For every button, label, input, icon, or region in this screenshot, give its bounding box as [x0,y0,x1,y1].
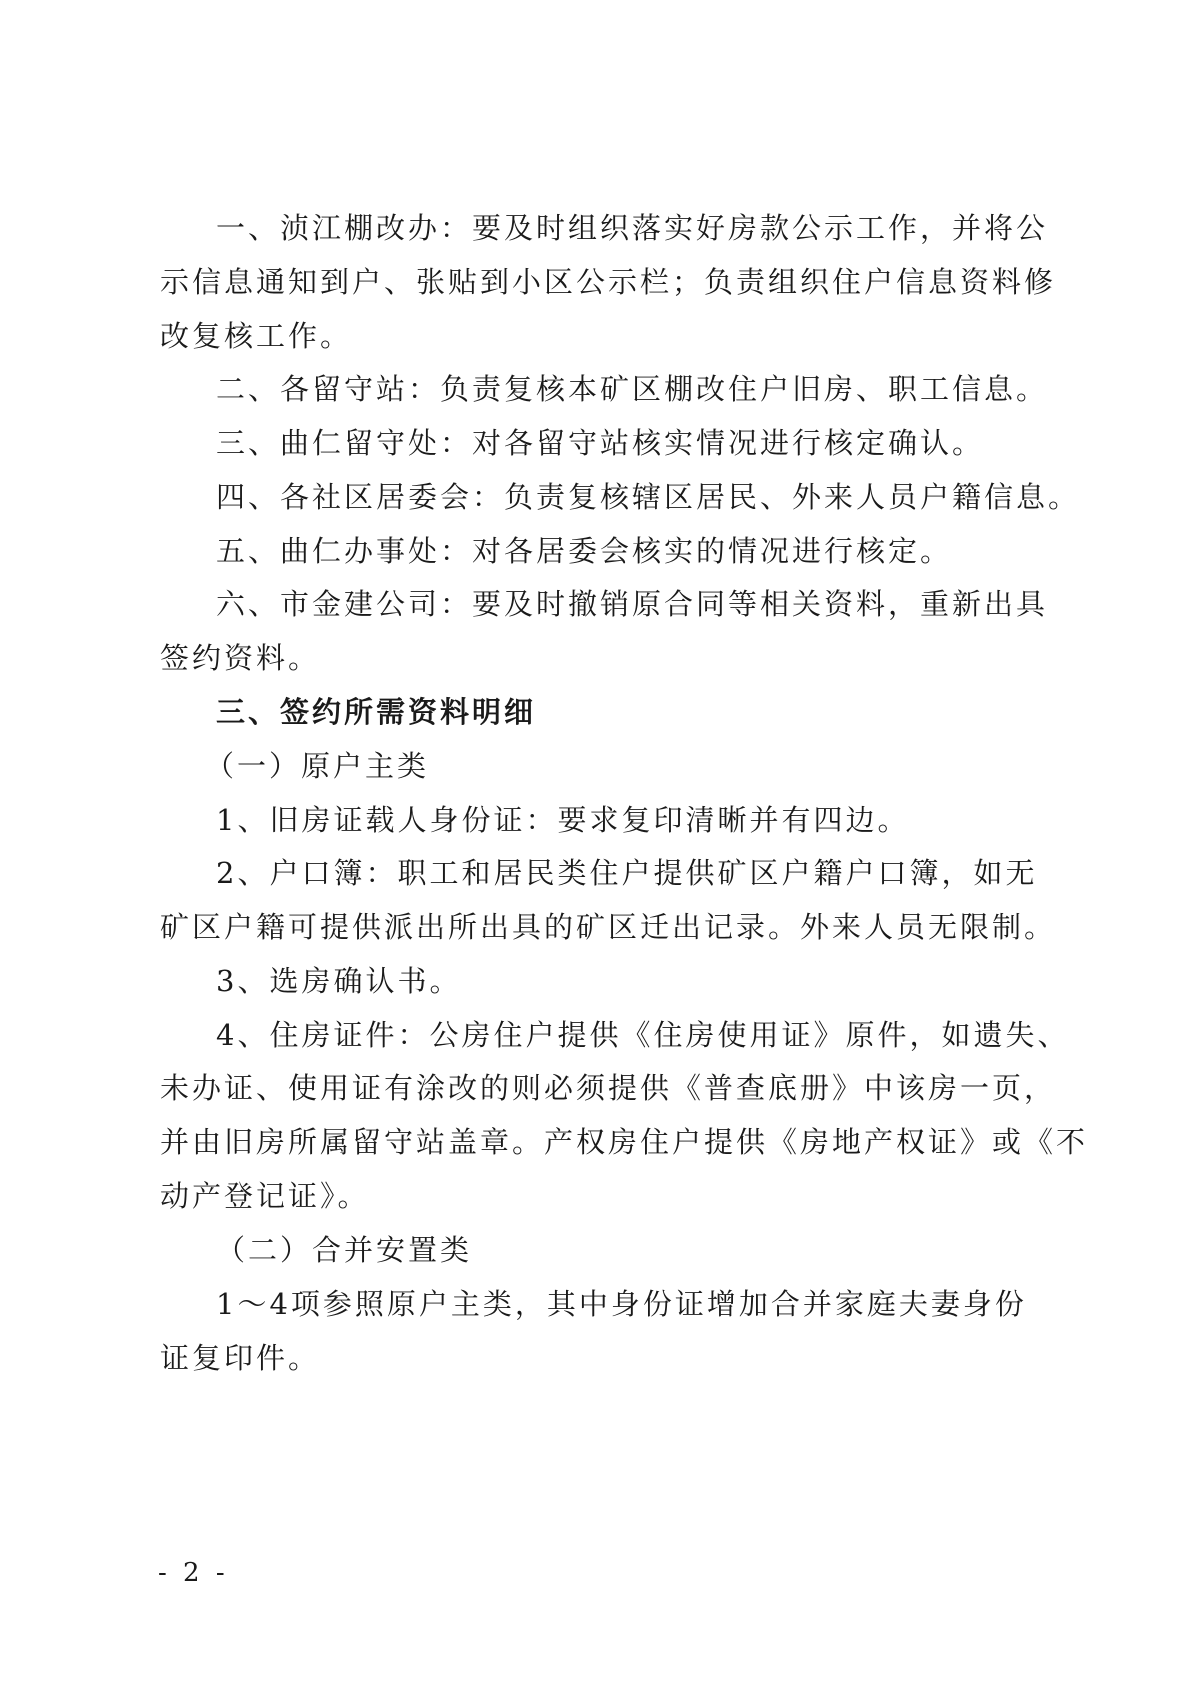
item-4-line-3: 并由旧房所属留守站盖章。产权房住户提供《房地产权证》或《不 [160,1125,1089,1159]
para-6-line-2: 签约资料。 [160,641,321,675]
item-2-line-1: 2、户口簿：职工和居民类住户提供矿区户籍户口簿，如无 [216,856,1038,890]
item-4-line-1: 4、住房证件：公房住户提供《住房使用证》原件，如遗失、 [216,1018,1070,1052]
para-6-line-1: 六、市金建公司：要及时撤销原合同等相关资料，重新出具 [216,587,1049,621]
para-1-line-2: 示信息通知到户、张贴到小区公示栏；负责组织住户信息资料修 [160,265,1057,299]
page-number: - 2 - [158,1558,229,1588]
para-1-line-3: 改复核工作。 [160,319,353,353]
para-5: 五、曲仁办事处：对各居委会核实的情况进行核定。 [216,534,953,568]
subheading-2: （二）合并安置类 [216,1233,473,1267]
item-2-line-2: 矿区户籍可提供派出所出具的矿区迁出记录。外来人员无限制。 [160,910,1057,944]
item-1: 1、旧房证载人身份证：要求复印清晰并有四边。 [216,803,910,837]
para-2: 二、各留守站：负责复核本矿区棚改住户旧房、职工信息。 [216,372,1049,406]
merge-para-line-1: 1～4项参照原户主类，其中身份证增加合并家庭夫妻身份 [216,1287,1027,1321]
section-heading: 三、签约所需资料明细 [216,695,537,729]
item-4-line-4: 动产登记证》。 [160,1179,370,1213]
para-3: 三、曲仁留守处：对各留守站核实情况进行核定确认。 [216,426,985,460]
item-4-line-2: 未办证、使用证有涂改的则必须提供《普查底册》中该房一页， [160,1071,1057,1105]
merge-para-line-2: 证复印件。 [160,1341,321,1375]
item-3: 3、选房确认书。 [216,964,462,998]
subheading-1: （一）原户主类 [205,749,430,783]
para-4: 四、各社区居委会：负责复核辖区居民、外来人员户籍信息。 [216,480,1081,514]
para-1-line-1: 一、浈江棚改办：要及时组织落实好房款公示工作，并将公 [216,211,1049,245]
